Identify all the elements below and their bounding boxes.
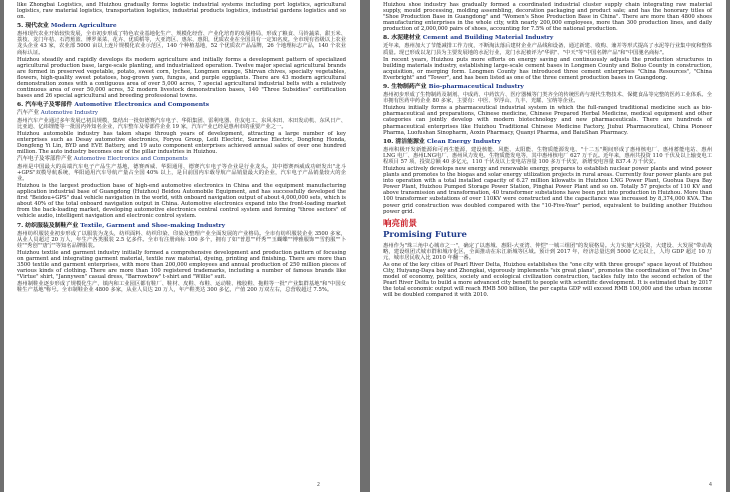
section-7-body-cn: 惠州纺织服装业初步形成了以服装为龙头，纺织面料、纺织印染、印染及整理产业全面发展的产业格局。全市有纺织服装企业 3500 多家，从业人员超过 20 万人，年生产各类服装 2.5 亿多件。全市有注册商标 100 多个，拥有了如"普恩""纤秀""玉蝴蝶""博雅服饰""雪豹服""卜娃""秀创""唐宁"等知名品牌服装。 bbox=[17, 230, 346, 249]
section-5-heading bbox=[17, 22, 346, 29]
section-6b-title-cn: 汽车电子及零部件产业 bbox=[17, 156, 73, 163]
section-6-title-en: Automotive Electronics and Components bbox=[74, 101, 210, 109]
section-7-body-en: Huizhou textile and garment industry initially formed a comprehensive development and production pattern of focusing on garment and integrating garment material, textile raw material, dyeing, printing and finishing. There are more than 3500 textile and garment enterprises, with more than 200,000 employees and annual production of 250 million pieces of various kinds of clothing. There are more than 100 registered trademarks, including a number of famous brands like "Virtue" shirt, "Jannywen" casual dress, "Barrowbow" t-shirt and "Willie" suit. bbox=[17, 249, 346, 281]
section-5-title-cn: 5. 现代农业 bbox=[17, 22, 49, 30]
section-6-heading bbox=[17, 101, 346, 108]
section-6a-heading bbox=[17, 110, 346, 116]
promising-future-title-en: Promising Future bbox=[383, 229, 467, 240]
shoe-industry-en: Huizhou shoe industry has gradually formed a coordinated industrial cluster supply chain integrating raw material supply, mould processing, molding assembling, decoration packaging and product sale; and has the honorary titles of "Shoe Production Base in Guangdong" and "Women's Shoe Production Base in China". There are more than 4800 shoes manufacturing enterprises in the whole city, with nearly 200,000 employees, more than 300 production lines, and daily production of 2,000,000 pairs of shoes, accounting for 7.5% of the national production. bbox=[383, 2, 712, 33]
page-number-left: 2 bbox=[316, 482, 320, 488]
section-6a-title-cn: 汽车产业 bbox=[17, 110, 40, 117]
section-8-body-cn: 近年来，惠州加大了节能减排工作力度，不断淘汰落后建材企业产品线和设备，通过新建、收购、兼并等形式提高了水泥等行业集中度和整体质量。现已形成以龙门县为主要发展地的水泥行业，龙门水泥被评为"华润"、"中天"等"中国名牌产品"和"中国驰名商标"。 bbox=[383, 43, 712, 56]
section-5-title-en: Modern Agriculture bbox=[50, 22, 117, 30]
section-7-title-en: Textile, Garment and Shoe-making Industry bbox=[80, 221, 226, 229]
section-6a-title-en: Automotive Industry bbox=[40, 110, 98, 117]
document-page-right[interactable] bbox=[370, 0, 726, 492]
section-6b-body-en: Huizhou is the largest production base of high-end automotive electronics in China and the equipment manufacturing application industrial base of Guangdong (Huizhou) Beidou Automobile Equipment, and has successfully developed the first "Beidou+GPS" dual vehicle navigation in the world, with onboard navigation output of about 4,000,000 sets, which is about 40% of the total onboard navigation output in China. Automotive electronics expand into the front-loading market from the back-loading market, developing automotive electronics central control system and forming "three sectors" of vehicle audio, intelligent navigation and electronic control system. bbox=[17, 182, 346, 220]
section-9-title-cn: 9. 生物制药产业 bbox=[383, 83, 427, 91]
section-10-body-cn: 惠州积极开发新能源和可再生能源，建设核能、风能、太阳能、生物质能源发电、"十二五"期间形成了惠州核电厂、惠州蓄能电站、惠州 LNG 电厂、惠州LNG电厂、惠州风力发电、生物质能发电等，其中惠州核电厂 627 万千瓦。近年来，惠州共投资 110 千伏及以上输变电工程项目 57 项，投资总额 40 多亿元，110 千伏及以上变电站容量 100 多万千伏安，新增变电容量 837.4 万千伏安。 bbox=[383, 146, 712, 165]
section-9-title-en: Bio-pharmaceutical Industry bbox=[428, 83, 524, 91]
section-7-title-cn: 7. 纺织服装及制鞋产业 bbox=[17, 221, 79, 229]
section-7-shoes-cn: 惠州制鞋业逐步形成了规模化生产，镇内和工业园区都有鞋厂、鞋材、皮鞋、布鞋、运动鞋、橡胶鞋、拖鞋等一批"产业集群基地"和"中国女鞋生产基地"称号。全市制鞋企业 4800 多家，从业人员达 20 万人，年产鞋类达 300 多亿，产值 200 万双左右，总营收超过 7.5%。 bbox=[17, 281, 346, 294]
section-6a-body-en: Huizhou automobile industry has taken shape through years of development, attracting a large number of key enterprises such as Desay automotive electronics, Foryou Group, Leili Electric, Sunrise Electric, Dongfeng Honda, Dongfeng Yi Lin, BYD and EVE Battery, and 19 auto component enterprises achieved annual sales of over one hundred million. The auto industry becomes one of the pillar industries in Huizhou. bbox=[17, 130, 346, 156]
section-10-title-cn: 10. 清洁能源业 bbox=[383, 137, 425, 145]
logistics-intro-en: like Zhongbai Logistics, and Huizhou gradually forms logistic industrial systems including port logistics, agricultural logistics, raw material logistics, transportation logistics, industrial products logistics, industrial gardens logistics and so on. bbox=[17, 2, 346, 21]
section-10-title-en: Clean Energy Industry bbox=[426, 137, 501, 145]
section-5-body-cn: 惠州现代农业开始较快发展，全市初步形成了特色农业基地化生产、规模化经营、产业化培育的发展格局，形成了粮食、马铃蔬菜、甜玉米、荔枝、龙门年桔、石湾蕉篮、博罗莱菜、花卉、优质稻等，大亚湾区、惠东、惠阳，优质农业在全国具有一定知名度。全市现有省级以上农业龙头企业 43 家，农业部 5000 亩以上连片规模化农业示范区，140 个种植基地，52 个优质农产品品牌，26 个地理标志产品，140 个农业商标认证。 bbox=[17, 31, 346, 56]
section-8-heading bbox=[383, 34, 712, 41]
section-8-title-cn: 8. 水泥建材业 bbox=[383, 34, 421, 42]
document-page-left bbox=[4, 0, 360, 492]
section-10-heading bbox=[383, 138, 712, 145]
section-6b-title-en: Automotive Electronics and Components bbox=[73, 156, 188, 163]
section-8-title-en: Cement and Building Material Industry bbox=[422, 34, 554, 42]
section-9-heading bbox=[383, 83, 712, 90]
section-5-body-en: Huizhou steadily and rapidly develops its modern agriculture and initially forms a development pattern of specialized agricultural production base, large-scale planting, and industrialized operation. Twelve major special agricultural brands are formed in preserved vegetable, potato, sweet corn, lychee, Longmen orange, Shirvan chives, specialty vegetables, flowers, high-quality sweet potatoes, hog-grown yam, fungus, and purple eggplants. There are 43 modern agricultural demonstration zones with a contiguous area of over 5,000 acres, 7 special agricultural industrial belts with a relatively continuous area of over 50,000 acres, 52 modern livestock demonstration bases, 140 "Three Subsidies" certification bases and 26 special agricultural and breeding professional towns. bbox=[17, 56, 346, 100]
promising-future-title-cn: 响亮前景 bbox=[383, 218, 418, 229]
section-9-body-en: Huizhou initially forms a pharmaceutical industrial system in which the full-ranged traditional medicine such as bio-pharmaceutical and preparations, Chinese medicine, Chinese Prepared Herbal Medicine, medical equipment and other categories can jointly develop with modern biotechnology and new pharmaceuticals. There are hundreds of pharmaceutical enterprises like Huizhou Traditional Chinese Medicine Factory, Jiuhui Pharmaceutical, China Pioneer Pharma, Luofushan Sinopharm, Aoxin Pharmacy, Quanyi Pharma, and BaiuShan Pharmacy. bbox=[383, 105, 712, 136]
section-6b-heading bbox=[17, 156, 346, 162]
section-6a-body-cn: 惠州汽车产业通过多年发展已初具规模，集结出一批如德赛汽车电子、华阳集团、雷利电器、佳友电工、东风本田、本田发动机、东风日产、比亚迪、亿纬锂能等一批国内外知名企业，汽车整车及零部件企业 19 家，汽车产业已经是惠州市的重要产业之一。 bbox=[17, 117, 346, 130]
page-number-right: 4 bbox=[708, 482, 712, 488]
promising-future-body-en: As one of the key cities of Pearl River Delta, Huizhou establishes the "one city with three groups" space layout of Huizhou City, Huiyang-Daya bay and Zhongkai, vigorously implements "six great plans", promotes the coordination of "five in One" model of economy, politics, society and ecological civilization construction, tackles fully into the second echelon of the Pearl River Delta to build a more advanced city benefit to people with scientific development. It is estimated that by 2017 the total economic output will reach RMB 500 billion, the per capita GDP will exceed RMB 100,000 and the urban income will be doubled compared it with 2010. bbox=[383, 262, 712, 299]
promising-future-body-cn: 惠州作为"珠三角中心城市之一"，确定了以惠城、惠阳-大亚湾、仲恺"一城三组团"的发展格局。大力实施"大投资、大建设、大发展"带动战略，建设组团式城市群和城市化区，全面推动在东江新城等区域。预计到 2017 年，经济总量达到 5000 亿元以上，人均 GDP 超过 10 万元，城市居民收入比 2010 年翻一番。 bbox=[383, 242, 712, 261]
section-8-body-en: In recent years, Huizhou puts more efforts on energy saving and continuously adjusts the production structures in building materials industry, establishing large-scale cement bases in Longmen County and Boluo County in construction, acquisition, or merging form. Longmen County has introduced three cement enterprises "China Resources", "China Everbright" and "Tower", and has been listed as one of the three cement production bases in Guangdong. bbox=[383, 56, 712, 81]
section-7-heading bbox=[17, 222, 346, 229]
section-9-body-cn: 惠州初步形成了生物制药及制剂、中成药、中药饮片、医疗器械等门类齐全的传统医药与现代生物技术、保健食品等完整的医药工业体系。全市拥有医药中药企业 80 多家，主要有：中医、罗浮山、九丰、光耀、宝纳等企业。 bbox=[383, 92, 712, 105]
section-6b-body-cn: 惠州是中国最大的高端汽车电子产品生产基地，德赛西威、华阳通用、德赛汽车电子等企业是行业龙头。其中德赛西威成功研发出"北斗+GPS"双模导航系统，华阳通用汽车导航产量占全国 40% 以上，是目前国内车载导航产品销量最大的企业，汽车电子产品销量较大的企业。 bbox=[17, 163, 346, 182]
section-10-body-en: Huizhou actively develops new energy and renewable energy, prepares to establish nuclear power plants and wind power plants and promotes to the biogas and solar energy utilization projects in rural areas. Currently four power plants are put into operation with a total installed capacity of 6.27 million kilowatts in Huizhou LNG Power Plant, Guohua Daya Bay Power Plant, Huizhou Pumped Storage Power Station, Pinghai Power Plant and so on. Totally 57 projects of 110 KV and above transmission and transformation, 40 transformer substations have been put into production in Huizhou. More than 100 transformer substations of over 110KV were constructed and the capacitance was increased by 8,374,000 KVA. The power grid construction was doubled compared with the "10-Five-Year" period, equivalent to building another Huizhou power grid. bbox=[383, 165, 712, 215]
section-6-title-cn: 6. 汽车电子及零部件 bbox=[17, 101, 73, 109]
